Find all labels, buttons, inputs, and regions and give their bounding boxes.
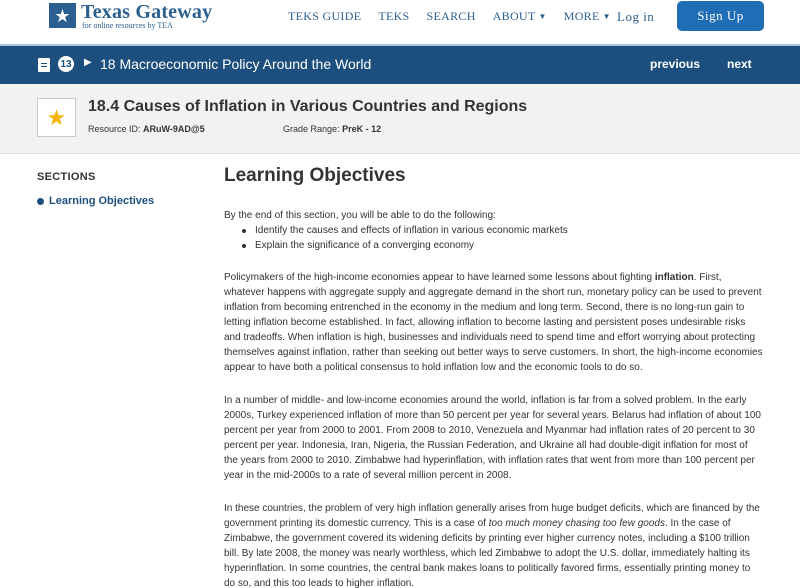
nav-teks-guide[interactable]: TEKS GUIDE <box>288 9 362 23</box>
nav-more[interactable]: MORE ▼ <box>563 9 611 23</box>
list-item: Explain the significance of a converging economy <box>242 238 764 253</box>
texas-gateway-logo[interactable] <box>49 2 212 32</box>
logo-title: Texas Gateway <box>81 1 213 23</box>
previous-button[interactable]: previous <box>650 57 701 71</box>
glossary-term[interactable]: inflation <box>654 272 694 283</box>
chapter-title[interactable]: 18 Macroeconomic Policy Around the World <box>100 56 372 72</box>
signup-button[interactable]: Sign Up <box>677 1 764 31</box>
chevron-right-icon: ▶ <box>84 57 92 68</box>
sections-heading: SECTIONS <box>37 171 96 183</box>
login-link[interactable]: Log in <box>617 9 655 24</box>
chevron-down-icon: ▼ <box>538 12 547 21</box>
top-navigation <box>0 0 800 44</box>
paragraph: In a number of middle- and low-income economies around the world, inflation is far from a solved problem. In the early 2000s, Turkey experienced inflation of more than 50 percent per year for several years. Belarus had inflation of about 100 percent per year from 2000 to 2001. From 2008 to 2010, Venezuela and Myanmar had inflation rates of 20 percent to 30 percent per year. Indonesia, Iran, Nigeria, the Russian Federation, and Ukraine all had double-digit inflation for most of the years from 2000 to 2010. Zimbabwe had hyperinflation, with inflation rates that went from more than 100 percent per year in the mid-2000s to a rate of several million percent in 2008. <box>224 395 761 481</box>
resource-header <box>0 84 800 154</box>
resource-title: 18.4 Causes of Inflation in Various Countries and Regions <box>88 98 528 115</box>
paragraph: In these countries, the problem of very high inflation generally arises from huge budget deficits, which are financed by the government printing its domestic currency. This is a case of too much money chasing too few goods. In the case of Zimbabwe, the government covered its widening deficits by printing ever higher currency notes, including a $100 trillion bill. By late 2008, the money was nearly worthless, which led Zimbabwe to adopt the U.S. dollar, immediately halting its hyperinflation. In some countries, the central bank makes loans to politically favored firms, essentially printing money to do so, and this too leads to higher inflation. <box>224 503 760 588</box>
list-item: Identify the causes and effects of inflation in various economic markets <box>242 223 764 238</box>
main-menu <box>288 9 628 24</box>
star-icon: ★ <box>49 3 76 28</box>
nav-about[interactable]: ABOUT ▼ <box>492 9 547 23</box>
bullet-icon <box>37 198 44 205</box>
chapter-number-badge[interactable]: 13 <box>58 56 74 72</box>
paragraph: Policymakers of the high-income economies appear to have learned some lessons about fighting inflation. First, whatever happens with aggregate supply and aggregate demand in the short run, monetary policy can be used to prevent inflation from becoming entrenched in the economy in the medium and long term. Second, there is no long-run gain to letting inflation become established. In fact, allowing inflation to become lasting and persistent poses undesirable risks and tradeoffs. When inflation is high, businesses and individuals need to spend time and effort worrying about protecting themselves against inflation, rather than seeking out better ways to serve customers. In short, the high-income economies appear to have both a political consensus to hold inflation low and the economic tools to do so. <box>224 272 763 373</box>
chevron-down-icon: ▼ <box>602 12 611 21</box>
favorite-star-icon[interactable]: ★ <box>37 98 76 137</box>
objectives-intro: By the end of this section, you will be able to do the following: <box>224 210 496 221</box>
next-button[interactable]: next <box>727 57 752 71</box>
notebook-icon[interactable] <box>38 58 50 72</box>
resource-id: Resource ID: ARuW-9AD@5 <box>88 124 205 134</box>
logo-tagline: for online resources by TEA <box>82 21 173 30</box>
section-link-learning-objectives[interactable]: Learning Objectives <box>37 195 154 207</box>
article-content <box>224 164 764 588</box>
chapter-bar <box>0 44 800 84</box>
nav-search[interactable]: SEARCH <box>426 9 476 23</box>
nav-teks[interactable]: TEKS <box>378 9 410 23</box>
objectives-list <box>242 223 764 253</box>
grade-range: Grade Range: PreK - 12 <box>283 124 382 134</box>
section-heading: Learning Objectives <box>224 165 406 186</box>
